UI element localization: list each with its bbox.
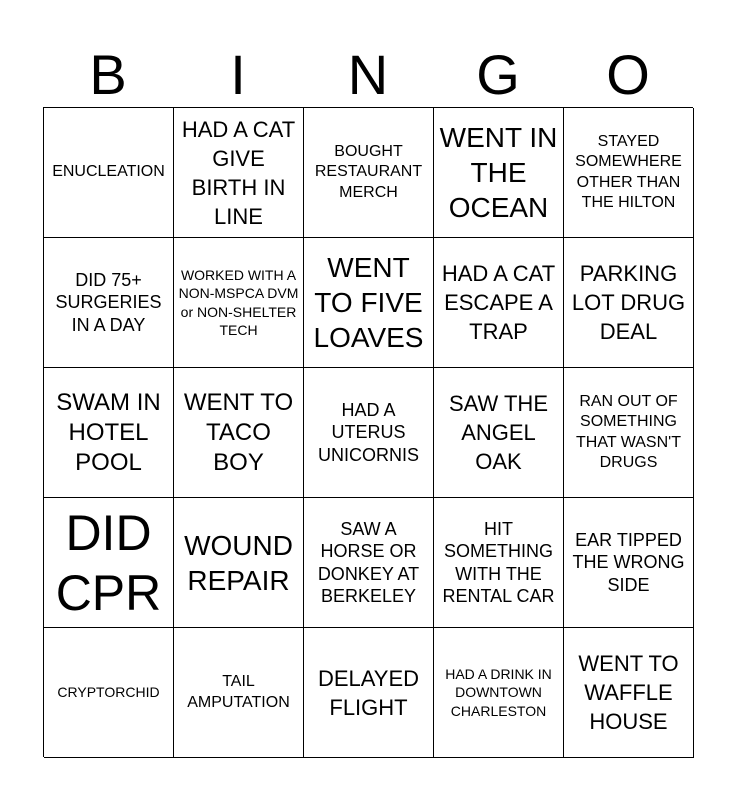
- header-letter-n: N: [347, 43, 389, 106]
- cell-text: HAD A DRINK IN DOWNTOWN CHARLESTON: [445, 665, 552, 719]
- cell-text: WENT TO FIVE LOAVES: [313, 252, 424, 353]
- bingo-cell[interactable]: [44, 238, 174, 368]
- header-letter-i: I: [230, 43, 246, 106]
- header-letter-b: B: [89, 43, 127, 106]
- cell-text: DID 75+ SURGERIES IN A DAY: [55, 269, 162, 335]
- bingo-cell[interactable]: [44, 498, 174, 628]
- cell-text: DID CPR: [55, 504, 162, 621]
- bingo-header: [43, 42, 693, 108]
- cell-text: EAR TIPPED THE WRONG SIDE: [572, 529, 685, 595]
- bingo-cell[interactable]: [564, 108, 694, 238]
- bingo-cell[interactable]: [174, 498, 304, 628]
- bingo-cell[interactable]: [44, 108, 174, 238]
- cell-text: HAD A CAT ESCAPE A TRAP: [441, 261, 556, 344]
- cell-text: ENUCLEATION: [52, 163, 165, 181]
- cell-text: RAN OUT OF SOMETHING THAT WASN'T DRUGS: [576, 392, 681, 471]
- bingo-cell[interactable]: [304, 368, 434, 498]
- cell-text: SAW THE ANGEL OAK: [448, 391, 548, 474]
- bingo-cell[interactable]: [434, 368, 564, 498]
- bingo-board: [43, 107, 693, 757]
- bingo-cell[interactable]: [174, 628, 304, 758]
- bingo-cell[interactable]: [304, 628, 434, 758]
- bingo-cell[interactable]: [44, 368, 174, 498]
- bingo-cell[interactable]: [174, 108, 304, 238]
- bingo-cell[interactable]: [44, 628, 174, 758]
- bingo-cell[interactable]: [304, 238, 434, 368]
- cell-text: SAW A HORSE OR DONKEY AT BERKELEY: [317, 518, 420, 606]
- cell-text: HAD A CAT GIVE BIRTH IN LINE: [181, 116, 296, 229]
- cell-text: WENT TO WAFFLE HOUSE: [578, 651, 679, 734]
- bingo-cell[interactable]: [174, 238, 304, 368]
- cell-text: HIT SOMETHING WITH THE RENTAL CAR: [442, 518, 555, 606]
- bingo-cell[interactable]: [564, 628, 694, 758]
- header-letter-o: O: [606, 43, 650, 106]
- bingo-cell[interactable]: [564, 368, 694, 498]
- bingo-cell[interactable]: [434, 108, 564, 238]
- bingo-cell[interactable]: [564, 238, 694, 368]
- cell-text: TAIL AMPUTATION: [187, 673, 290, 711]
- cell-text: WENT TO TACO BOY: [183, 388, 294, 476]
- bingo-cell[interactable]: [564, 498, 694, 628]
- cell-text: WOUND REPAIR: [184, 529, 293, 596]
- cell-text: BOUGHT RESTAURANT MERCH: [314, 142, 423, 201]
- header-letter-g: G: [476, 43, 520, 106]
- cell-text: DELAYED FLIGHT: [317, 665, 420, 720]
- cell-text: SWAM IN HOTEL POOL: [56, 388, 161, 476]
- cell-text: STAYED SOMEWHERE OTHER THAN THE HILTON: [575, 132, 682, 211]
- bingo-cell[interactable]: [434, 498, 564, 628]
- bingo-cell[interactable]: [304, 108, 434, 238]
- cell-text: PARKING LOT DRUG DEAL: [571, 261, 686, 344]
- bingo-cell[interactable]: [174, 368, 304, 498]
- cell-text: WENT IN THE OCEAN: [439, 122, 558, 223]
- cell-text: HAD A UTERUS UNICORNIS: [317, 399, 419, 465]
- bingo-cell[interactable]: [434, 238, 564, 368]
- bingo-cell[interactable]: [304, 498, 434, 628]
- cell-text: WORKED WITH A NON-MSPCA DVM or NON-SHELTER TECH: [178, 266, 299, 338]
- bingo-cell[interactable]: [434, 628, 564, 758]
- cell-text: CRYPTORCHID: [57, 684, 160, 701]
